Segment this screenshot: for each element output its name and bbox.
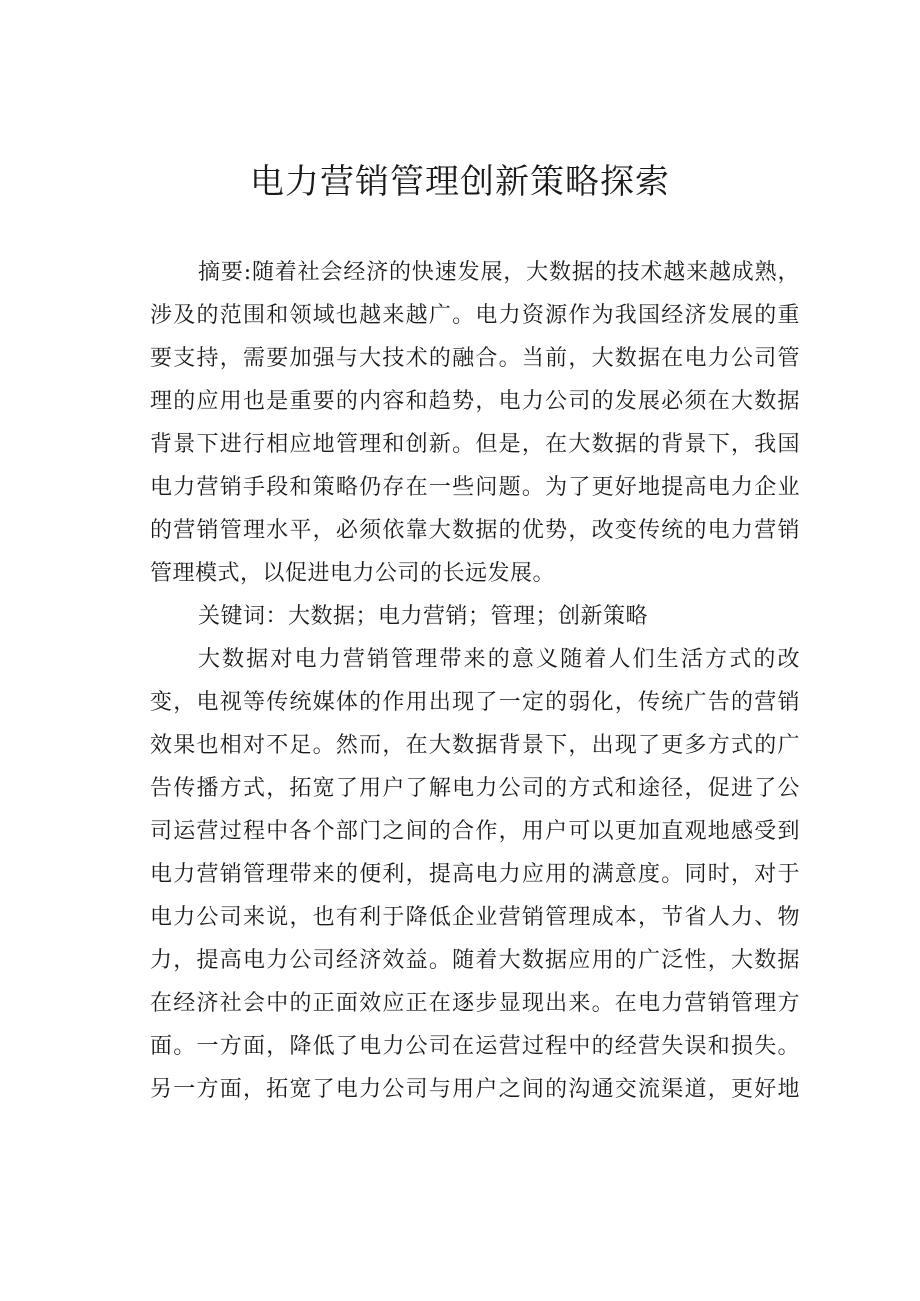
paragraph-line: 在经济社会中的正面效应正在逐步显现出来。在电力营销管理方 (150, 991, 800, 1016)
paragraph-line: 电力公司来说，也有利于降低企业营销管理成本，节省人力、物 (150, 905, 800, 930)
abstract-line: 涉及的范围和领域也越来越广。电力资源作为我国经济发展的重 (150, 303, 800, 328)
paragraph-line: 面。一方面，降低了电力公司在运营过程中的经营失误和损失。 (150, 1034, 800, 1059)
paragraph-line: 告传播方式，拓宽了用户了解电力公司的方式和途径，促进了公 (150, 776, 800, 801)
paragraph-line: 另一方面，拓宽了电力公司与用户之间的沟通交流渠道，更好地 (150, 1077, 800, 1102)
paragraph-line: 力，提高电力公司经济效益。随着大数据应用的广泛性，大数据 (150, 948, 800, 973)
abstract-line: 要支持，需要加强与大技术的融合。当前，大数据在电力公司管 (150, 346, 800, 371)
abstract-line: 管理模式，以促进电力公司的长远发展。 (150, 561, 556, 586)
abstract-line: 背景下进行相应地管理和创新。但是，在大数据的背景下，我国 (150, 432, 800, 457)
keywords-line: 关键词：大数据；电力营销；管理；创新策略 (198, 604, 649, 629)
abstract-line: 电力营销手段和策略仍存在一些问题。为了更好地提高电力企业 (150, 475, 800, 500)
paragraph-line: 司运营过程中各个部门之间的合作，用户可以更加直观地感受到 (150, 819, 800, 844)
page-title: 电力营销管理创新策略探索 (250, 162, 670, 202)
paragraph-line: 电力营销管理带来的便利，提高电力应用的满意度。同时，对于 (150, 862, 800, 887)
abstract-line: 的营销管理水平，必须依靠大数据的优势，改变传统的电力营销 (150, 518, 800, 543)
paragraph-line: 效果也相对不足。然而，在大数据背景下，出现了更多方式的广 (150, 733, 800, 758)
paragraph-line: 变，电视等传统媒体的作用出现了一定的弱化，传统广告的营销 (150, 690, 800, 715)
abstract-line: 摘要:随着社会经济的快速发展，大数据的技术越来越成熟， (198, 260, 800, 285)
document-body (150, 251, 800, 1111)
abstract-line: 理的应用也是重要的内容和趋势，电力公司的发展必须在大数据 (150, 389, 800, 414)
paragraph-line: 大数据对电力营销管理带来的意义随着人们生活方式的改 (198, 647, 800, 672)
